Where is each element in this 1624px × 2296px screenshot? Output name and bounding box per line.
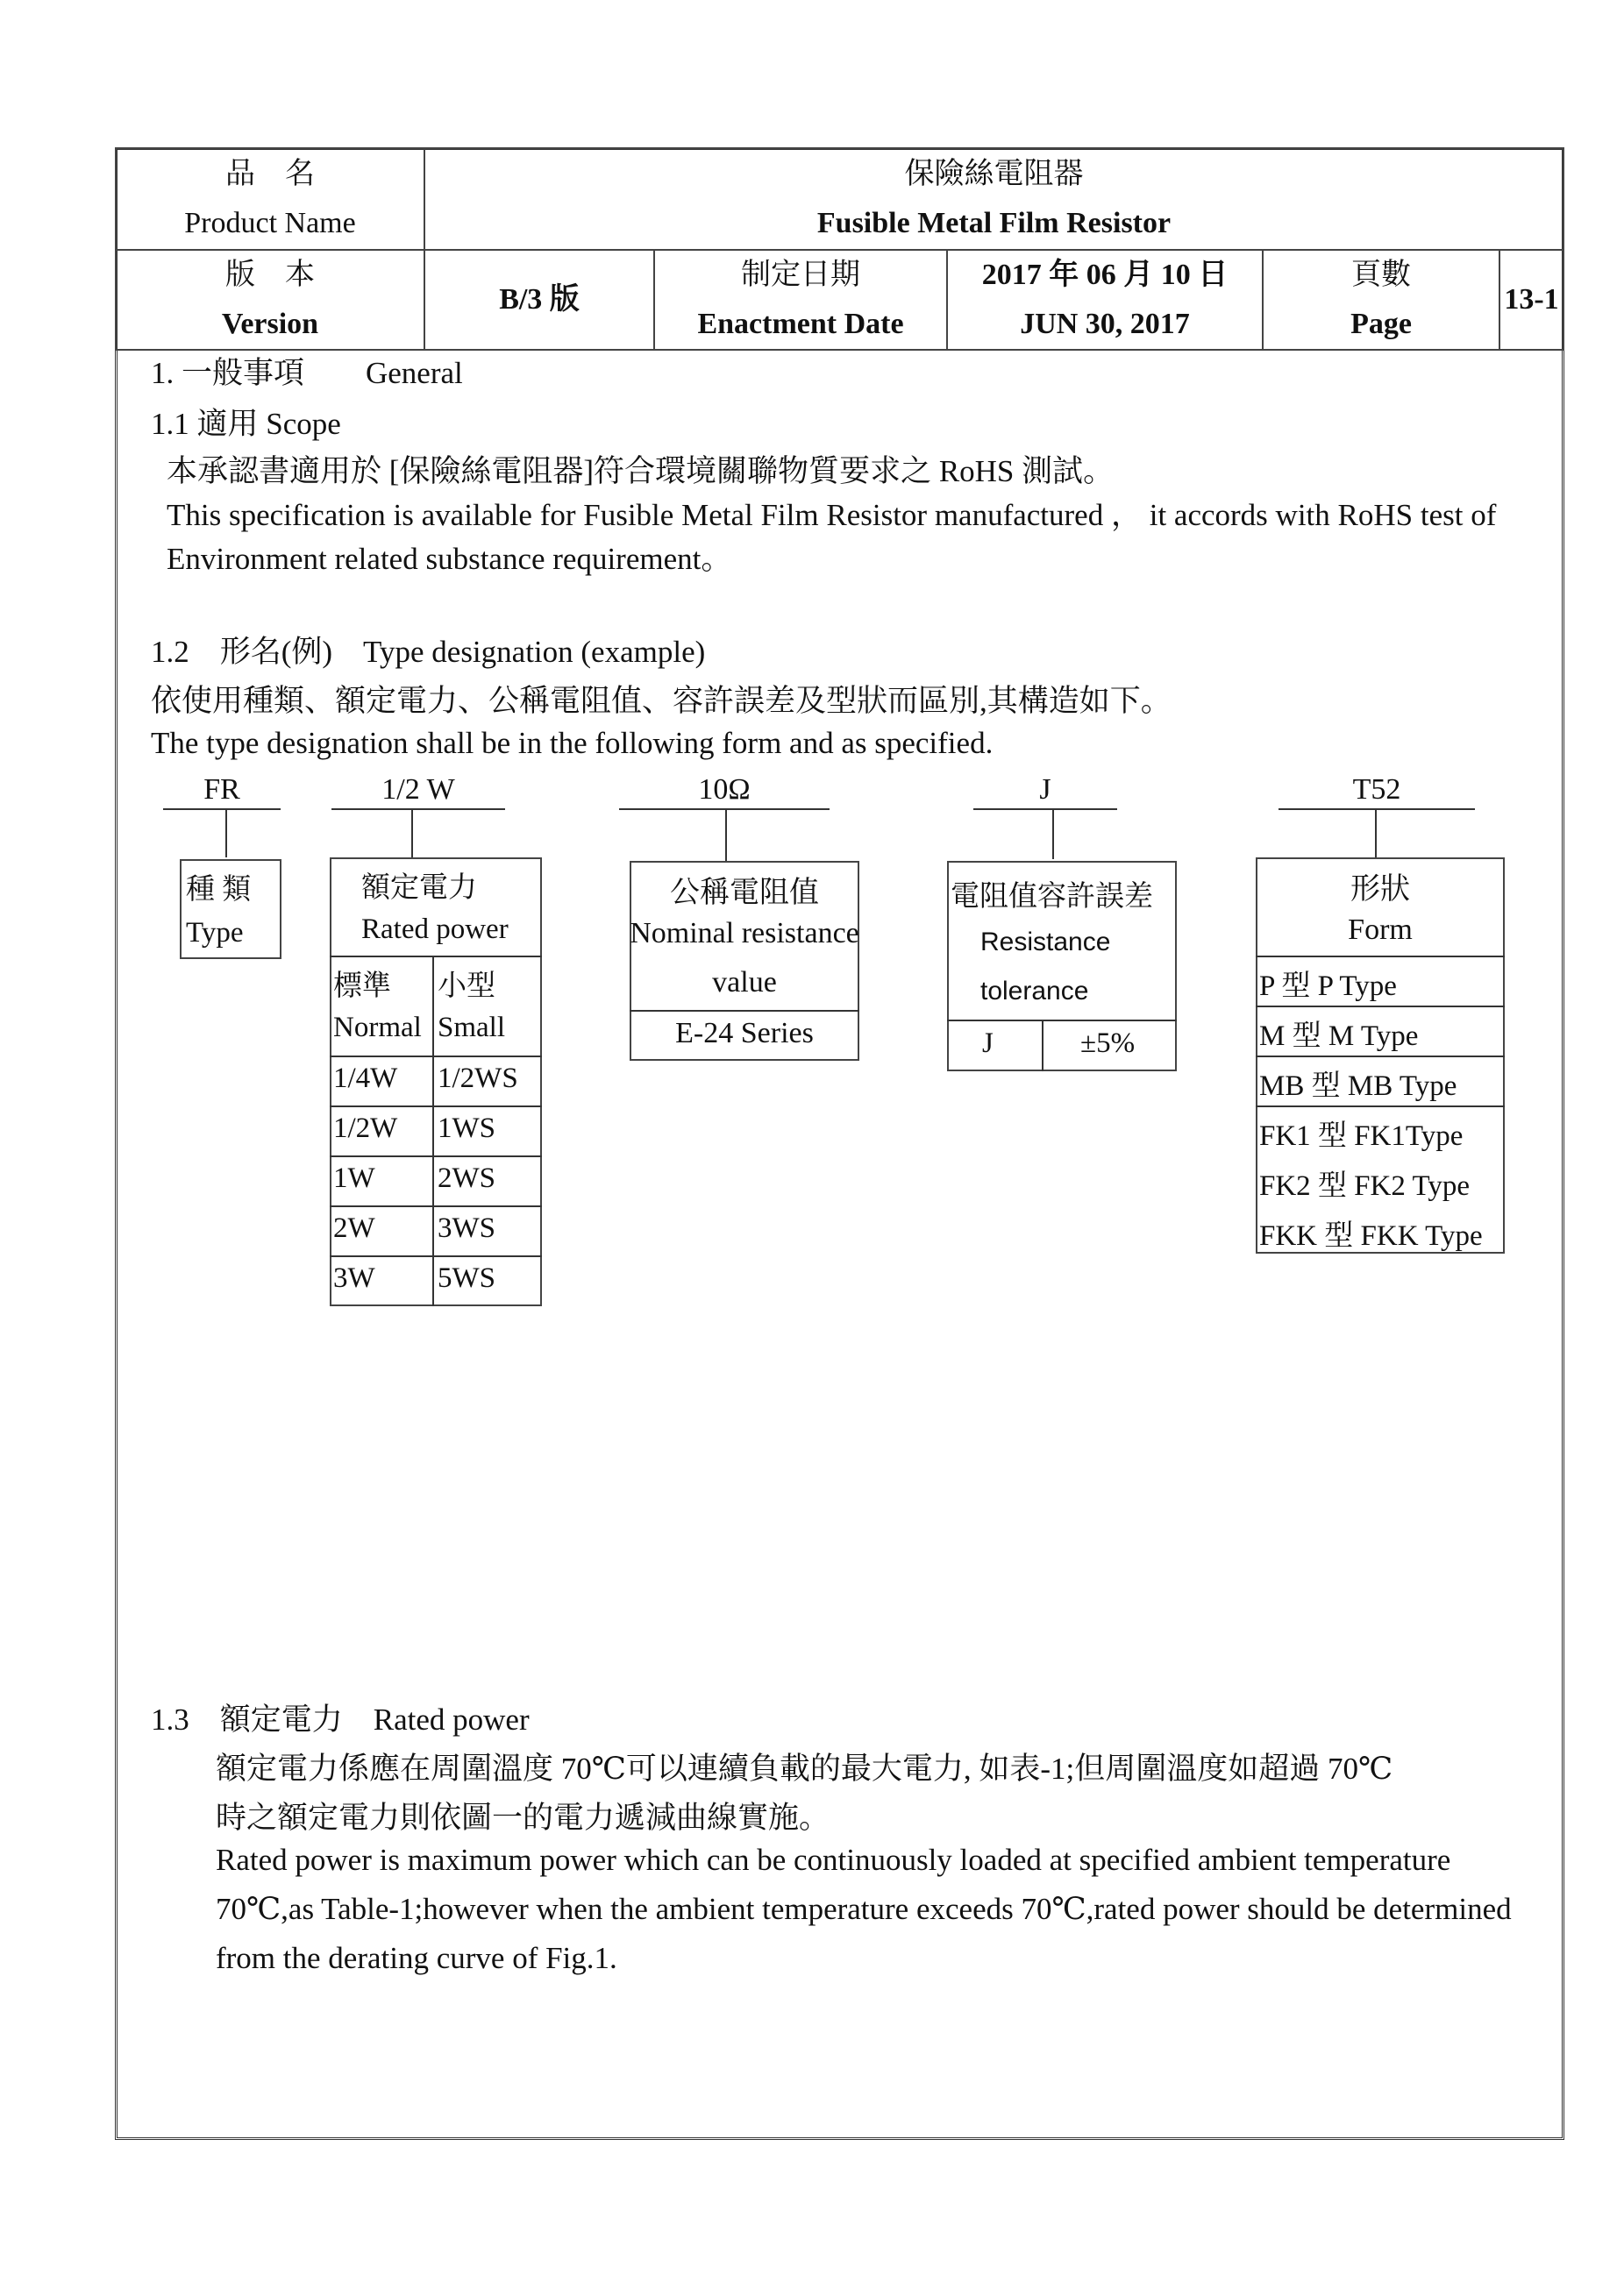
form-item: P 型 P Type [1259, 970, 1397, 1002]
date-value-en: JUN 30, 2017 [1020, 308, 1190, 340]
small-label-zh: 小型 [438, 970, 495, 1002]
tolerance-label-en-1: Resistance [980, 928, 1111, 956]
page-number: 13-1 [1499, 250, 1563, 350]
rated-power-text-en-2: 70℃,as Table-1;however when the ambient temperature exceeds 70℃,rated power should be determined [216, 1892, 1512, 1926]
date-label-cell [654, 250, 947, 350]
section-1-heading: 1. 一般事項 General [151, 356, 463, 390]
page-label-en: Page [1350, 308, 1412, 340]
form-label-zh: 形狀 [1350, 873, 1410, 906]
form-row-line [1256, 1105, 1505, 1107]
product-label-cell [116, 148, 424, 250]
product-label-en: Product Name [184, 207, 356, 239]
power-normal-value: 2W [333, 1212, 375, 1244]
form-item: FKK 型 FKK Type [1259, 1220, 1483, 1252]
scope-text-en-1: This specification is available for Fusible Metal Film Resistor manufactured ， it accords with RoHS test of [167, 498, 1497, 532]
rated-power-text-en-3: from the derating curve of Fig.1. [216, 1941, 617, 1975]
form-row-line [1256, 1006, 1505, 1007]
resistance-series: E-24 Series [675, 1017, 814, 1049]
small-label-en: Small [438, 1012, 506, 1043]
section-1-3-heading: 1.3 額定電力 Rated power [151, 1702, 530, 1737]
type-label-en: Type [186, 917, 244, 949]
section-1-1-heading: 1.1 適用 Scope [151, 407, 341, 441]
product-name-en: Fusible Metal Film Resistor [816, 207, 1172, 239]
code-form-connector [1375, 808, 1377, 857]
rated-power-label-en: Rated power [361, 913, 509, 945]
code-tolerance: J [1039, 773, 1051, 806]
form-row-line [1256, 1056, 1505, 1057]
date-label-en: Enactment Date [697, 308, 904, 340]
code-resistance-connector [725, 808, 727, 861]
code-resistance-underline [619, 808, 830, 810]
power-small-value: 3WS [438, 1212, 495, 1244]
normal-label-en: Normal [333, 1012, 422, 1043]
resistance-divider [630, 1010, 859, 1012]
rated-power-label-zh: 額定電力 [361, 872, 477, 904]
date-value-cell [947, 250, 1263, 350]
power-normal-value: 1W [333, 1162, 375, 1194]
form-item: M 型 M Type [1259, 1020, 1419, 1052]
code-power: 1/2 W [381, 773, 455, 806]
rated-power-column-divider [432, 956, 434, 1306]
designation-text-zh: 依使用種類、額定電力、公稱電阻值、容許誤差及型狀而區別,其構造如下。 [151, 684, 1172, 718]
code-power-underline [331, 808, 505, 810]
page-label-cell [1263, 250, 1499, 350]
rated-power-text-en-1: Rated power is maximum power which can be continuously loaded at specified ambient temperature [216, 1843, 1451, 1877]
power-small-value: 5WS [438, 1262, 495, 1294]
form-row-line [1256, 956, 1505, 957]
power-normal-value: 1/2W [333, 1112, 398, 1144]
code-type-underline [163, 808, 281, 810]
code-resistance: 10Ω [698, 773, 751, 806]
code-type-connector [225, 808, 227, 857]
designation-text-en: The type designation shall be in the following form and as specified. [151, 726, 994, 760]
product-name-cell [424, 148, 1563, 250]
tolerance-divider [947, 1020, 1177, 1021]
code-form-underline [1279, 808, 1475, 810]
rated-power-row-line [330, 1056, 542, 1057]
form-label-en: Form [1348, 913, 1413, 946]
section-1-2-heading: 1.2 形名(例) Type designation (example) [151, 635, 706, 669]
resistance-label-zh: 公稱電阻值 [670, 877, 819, 909]
type-label-zh: 種 類 [186, 874, 252, 906]
date-value-zh: 2017 年 06 月 10 日 [981, 259, 1229, 291]
version-label-zh: 版 本 [225, 259, 315, 291]
power-normal-value: 3W [333, 1262, 375, 1294]
page-label-zh: 頁數 [1351, 259, 1411, 291]
rated-power-divider [330, 956, 542, 957]
product-label-zh: 品 名 [225, 158, 315, 190]
normal-label-zh: 標準 [333, 970, 391, 1002]
date-label-zh: 制定日期 [741, 259, 860, 291]
tolerance-column-divider [1042, 1020, 1043, 1071]
power-normal-value: 1/4W [333, 1063, 398, 1094]
tolerance-label-en-2: tolerance [980, 977, 1089, 1006]
code-tolerance-connector [1052, 808, 1054, 859]
tolerance-label-zh: 電阻值容許誤差 [951, 881, 1153, 913]
tolerance-code: J [982, 1027, 994, 1059]
version-label-en: Version [221, 308, 319, 340]
scope-text-zh: 本承認書適用於 [保險絲電阻器]符合環境關聯物質要求之 RoHS 測試。 [167, 454, 1115, 488]
form-item: MB 型 MB Type [1259, 1070, 1457, 1102]
form-item: FK1 型 FK1Type [1259, 1120, 1464, 1152]
header-table [115, 147, 1564, 351]
power-small-value: 2WS [438, 1162, 495, 1194]
resistance-label-en-2: value [712, 966, 777, 999]
code-tolerance-underline [973, 808, 1117, 810]
power-small-value: 1/2WS [438, 1063, 518, 1094]
code-form: T52 [1352, 773, 1401, 806]
resistance-label-en-1: Nominal resistance [630, 917, 859, 949]
code-type: FR [203, 773, 240, 806]
rated-power-text-zh-1: 額定電力係應在周圍溫度 70℃可以連續負載的最大電力, 如表-1;但周圍溫度如超過 70℃ [216, 1752, 1393, 1786]
form-item: FK2 型 FK2 Type [1259, 1170, 1471, 1202]
tolerance-value: ±5% [1080, 1027, 1136, 1059]
rated-power-row-line [330, 1155, 542, 1157]
rated-power-text-zh-2: 時之額定電力則依圖一的電力遞減曲線實施。 [216, 1801, 830, 1835]
rated-power-row-line [330, 1205, 542, 1207]
code-power-connector [411, 808, 413, 857]
version-value: B/3 版 [424, 250, 654, 350]
version-label-cell [116, 250, 424, 350]
power-small-value: 1WS [438, 1112, 495, 1144]
scope-text-en-2: Environment related substance requirement。 [167, 542, 732, 576]
product-name-zh: 保險絲電阻器 [904, 158, 1084, 190]
rated-power-row-line [330, 1105, 542, 1107]
rated-power-row-line [330, 1255, 542, 1257]
